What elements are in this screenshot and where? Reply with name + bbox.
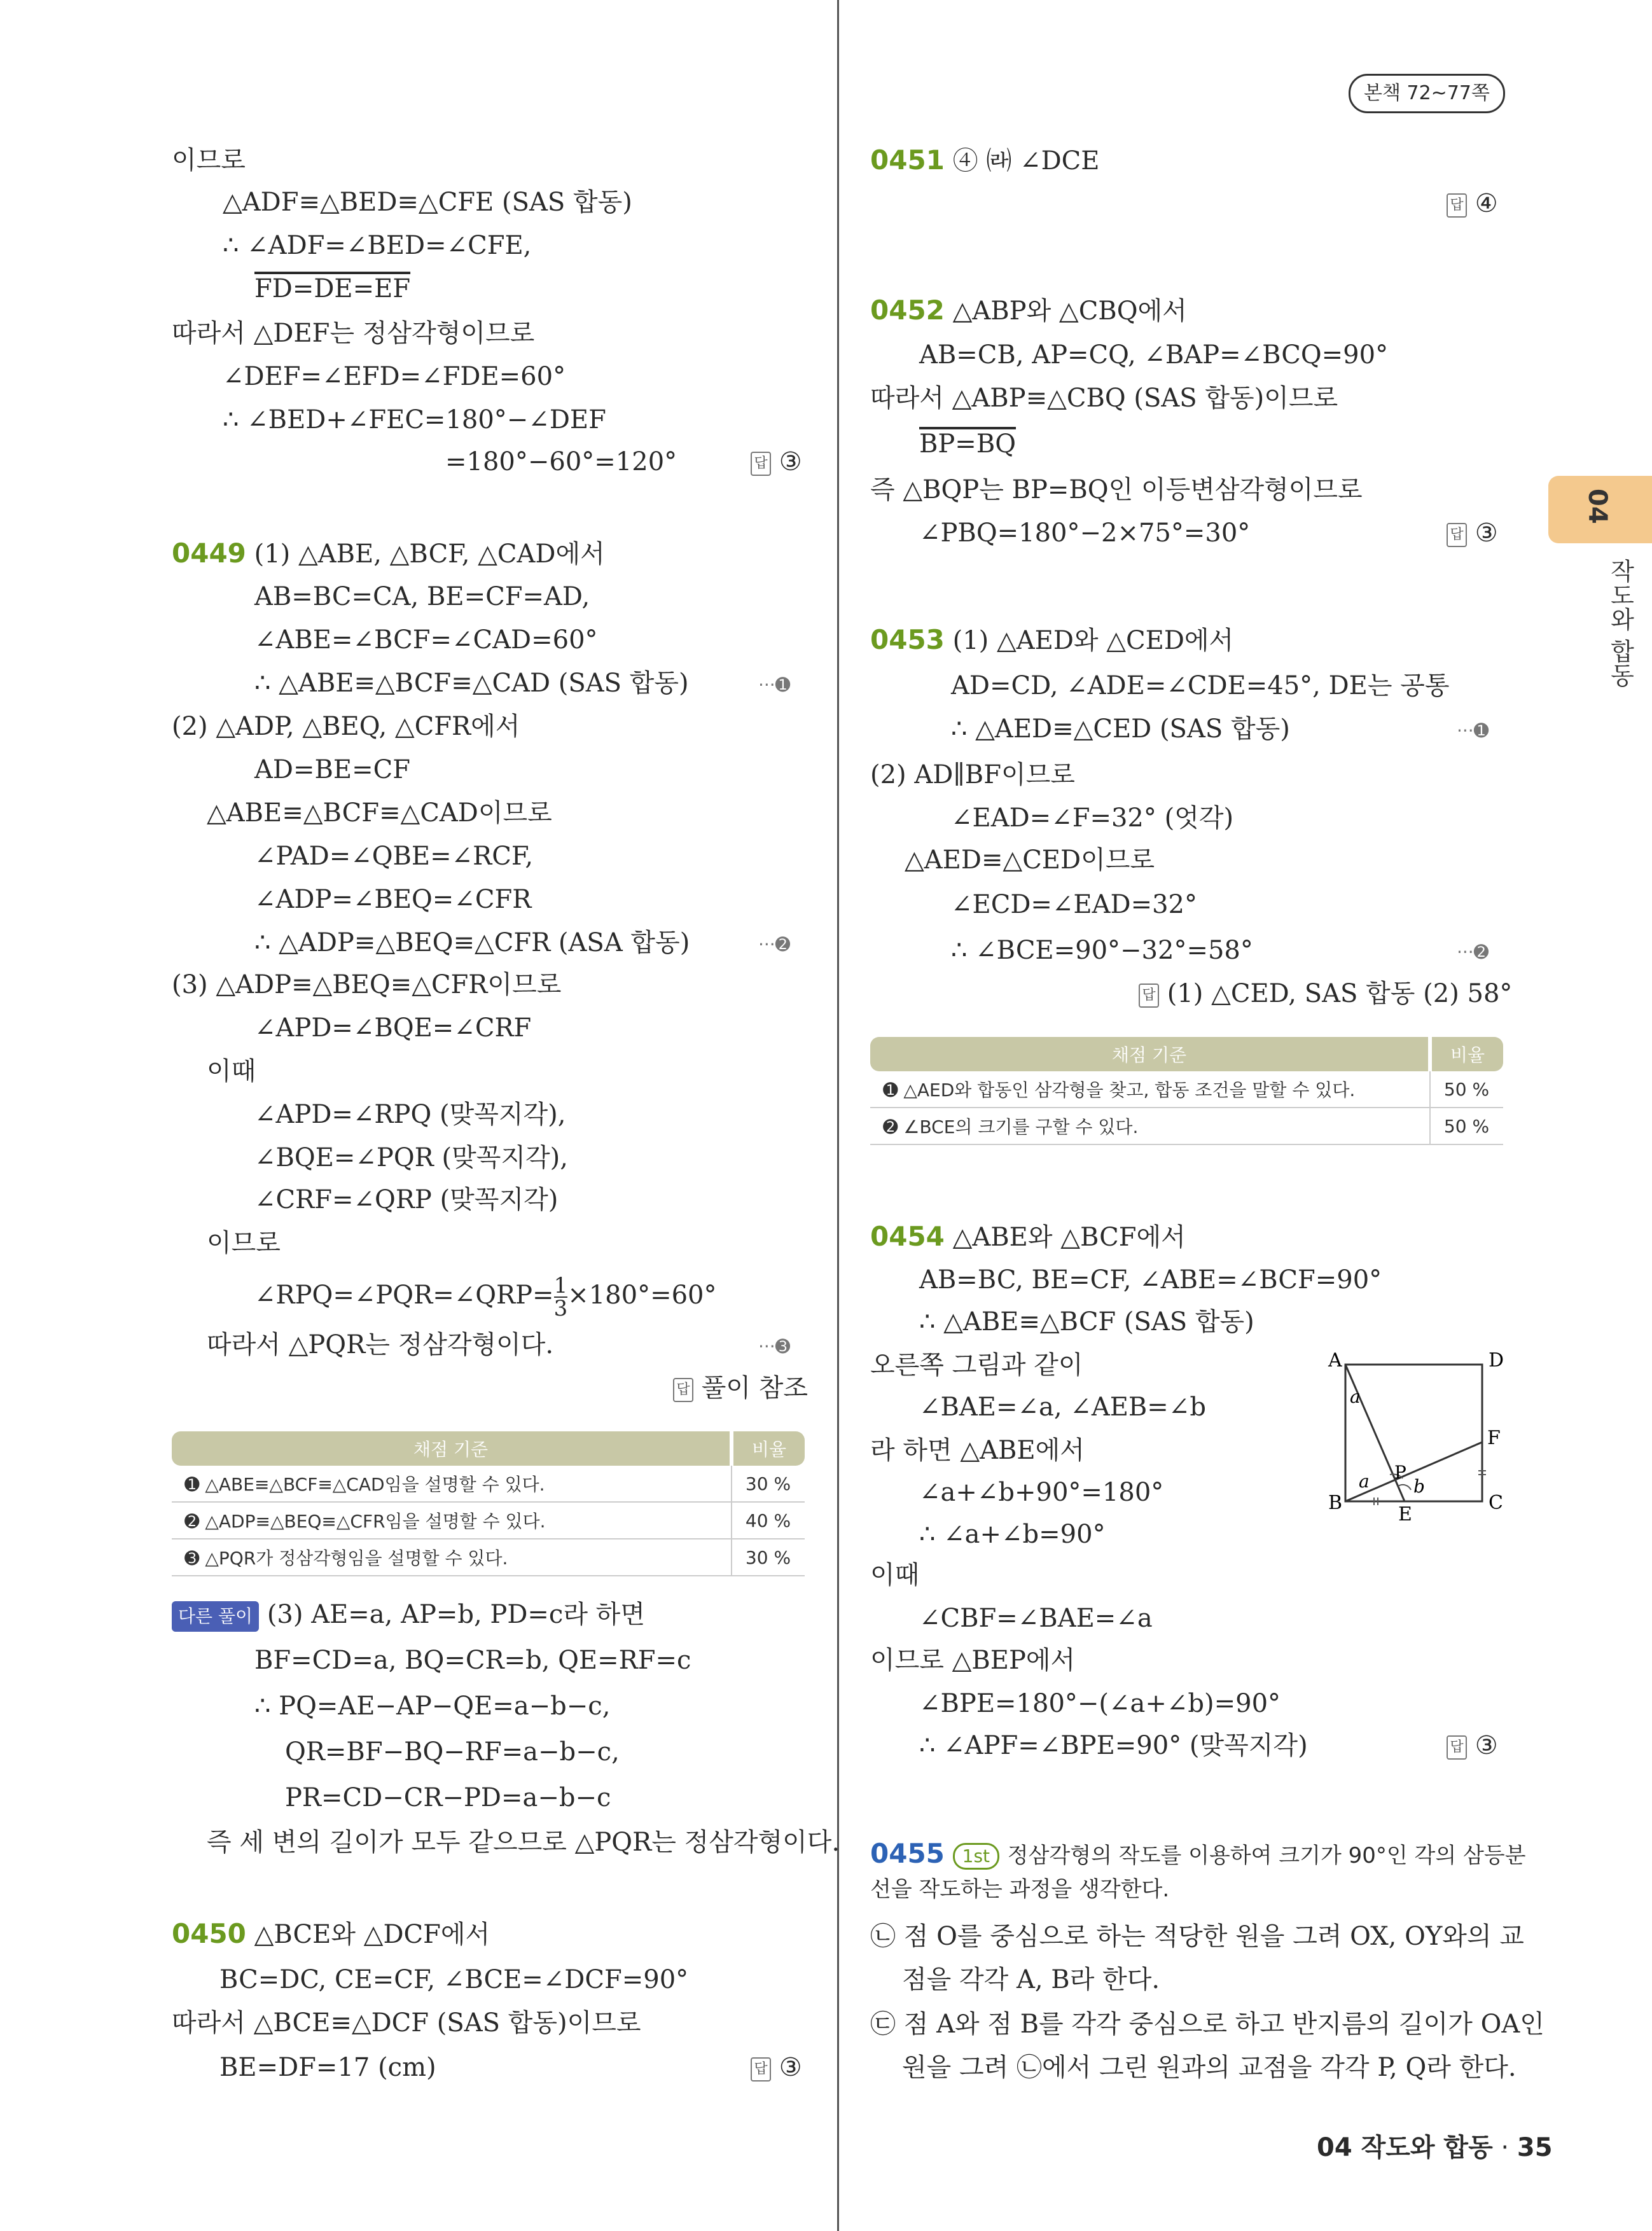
grading-table-0453 xyxy=(870,1037,1503,1145)
text-line: ∠BPE=180°−(∠a+∠b)=90° xyxy=(919,1689,1281,1718)
text-line: FD=DE=EF xyxy=(254,274,411,303)
first-tag: 1st xyxy=(953,1843,999,1870)
answer-mark-icon: 답 xyxy=(751,452,771,476)
problem-0452: 0452 △ABP와 △CBQ에서 xyxy=(870,295,1187,326)
text-line: 오른쪽 그림과 같이 xyxy=(870,1351,1083,1380)
text-line: PR=CD−CR−PD=a−b−c xyxy=(285,1783,611,1812)
chapter-side-title: 작도와 합동 xyxy=(1606,559,1634,688)
answer-0452: 답 ③ xyxy=(1447,518,1498,548)
label-D: D xyxy=(1489,1349,1504,1372)
label-angle-b: b xyxy=(1413,1476,1425,1497)
text-line: ∠PBQ=180°−2×75°=30° xyxy=(919,518,1251,548)
text-line: △AED≡△CED이므로 xyxy=(905,845,1155,875)
text-line: ∠ABE=∠BCF=∠CAD=60° xyxy=(254,625,598,655)
answer-0449: 답 풀이 참조 xyxy=(673,1373,808,1403)
text-line: 즉 세 변의 길이가 모두 같으므로 △PQR는 정삼각형이다. xyxy=(207,1828,840,1857)
text-line: BE=DF=17 (cm) xyxy=(219,2053,436,2082)
text-line: 이므로 xyxy=(172,146,246,175)
label-angle-a: a xyxy=(1350,1386,1361,1407)
alternative-solution: 다른 풀이 (3) AE=a, AP=b, PD=c라 하면 xyxy=(172,1599,645,1632)
step-mark: ···➊ xyxy=(758,674,791,695)
text-line: BF=CD=a, BQ=CR=b, QE=RF=c xyxy=(254,1646,691,1675)
text-line: ∠BAE=∠a, ∠AEB=∠b xyxy=(919,1393,1206,1422)
column-divider xyxy=(837,0,839,2231)
text-line: 이므로 △BEP에서 xyxy=(870,1646,1076,1675)
fraction: $\frac{1}{3}$ xyxy=(553,1273,568,1321)
text-line: ∠APD=∠BQE=∠CRF xyxy=(254,1013,532,1043)
text-line: ∠a+∠b+90°=180° xyxy=(919,1478,1164,1507)
text-line: ∴ △ABE≡△BCF (SAS 합동) xyxy=(919,1307,1254,1337)
text-line: 이때 xyxy=(870,1560,920,1590)
table-header: 비율 xyxy=(732,1431,805,1466)
problem-0455: 0455 1st 정삼각형의 작도를 이용하여 크기가 90°인 각의 삼등분 xyxy=(870,1838,1526,1869)
answer-0454: 답 ③ xyxy=(1447,1730,1498,1761)
text-line: ∠CBF=∠BAE=∠a xyxy=(919,1604,1153,1633)
label-A: A xyxy=(1328,1349,1342,1372)
text-line: AD=CD, ∠ADE=∠CDE=45°, DE는 공통 xyxy=(951,671,1450,700)
text-line: ∠PAD=∠QBE=∠RCF, xyxy=(254,842,534,871)
grading-table-0449 xyxy=(172,1431,805,1576)
answer-mark-icon: 답 xyxy=(1447,193,1467,218)
text-line: (2) △ADP, △BEQ, △CFR에서 xyxy=(172,712,520,741)
text-line: BP=BQ xyxy=(919,429,1017,459)
problem-0454: 0454 △ABE와 △BCF에서 xyxy=(870,1221,1186,1252)
text-line: 원을 그려 ㉡에서 그린 원과의 교점을 각각 P, Q라 한다. xyxy=(902,2053,1517,2082)
text-line: BC=DC, CE=CF, ∠BCE=∠DCF=90° xyxy=(219,1965,689,1994)
step-mark: ···➋ xyxy=(1457,942,1489,963)
page-range-badge: 본책 72~77쪽 xyxy=(1349,74,1505,113)
label-C: C xyxy=(1489,1492,1503,1514)
text-line: 따라서 △DEF는 정삼각형이므로 xyxy=(172,319,535,348)
answer-0448: 답 ③ xyxy=(751,447,802,477)
text-line: ㉢ 점 A와 점 B를 각각 중심으로 하고 반지름의 길이가 OA인 xyxy=(870,2010,1544,2039)
problem-0451: 0451 ④ ㈑ ∠DCE xyxy=(870,144,1100,176)
chapter-side-tab xyxy=(1548,476,1652,543)
answer-mark-icon: 답 xyxy=(751,2057,771,2082)
answer-mark-icon: 답 xyxy=(1447,1735,1467,1760)
text-line: △ADF≡△BED≡△CFE (SAS 합동) xyxy=(223,188,632,217)
text-line: 따라서 △ABP≡△CBQ (SAS 합동)이므로 xyxy=(870,384,1338,413)
text-line: ∴ ∠APF=∠BPE=90° (맞꼭지각) xyxy=(919,1731,1308,1760)
text-line: ∴ △AED≡△CED (SAS 합동) xyxy=(951,714,1290,744)
text-line: AB=CB, AP=CQ, ∠BAP=∠BCQ=90° xyxy=(919,340,1389,370)
text-line: ∠ADP=∠BEQ=∠CFR xyxy=(254,885,532,914)
footer-chapter: 04 작도와 합동 xyxy=(1317,2133,1493,2162)
text-line: 점을 각각 A, B라 한다. xyxy=(902,1965,1160,1994)
label-B: B xyxy=(1328,1492,1343,1514)
table-row: ➋ △ADP≡△BEQ≡△CFR임을 설명할 수 있다. 40 % xyxy=(172,1502,805,1539)
text-line: ∠DEF=∠EFD=∠FDE=60° xyxy=(223,362,566,391)
problem-0453: 0453 (1) △AED와 △CED에서 xyxy=(870,624,1234,655)
answer-mark-icon: 답 xyxy=(1139,983,1159,1008)
answer-mark-icon: 답 xyxy=(673,1378,693,1402)
text-line: ∠ECD=∠EAD=32° xyxy=(951,890,1197,919)
text-line: 따라서 △BCE≡△DCF (SAS 합동)이므로 xyxy=(172,2008,641,2038)
text-line: ∠EAD=∠F=32° (엇각) xyxy=(951,803,1234,833)
text-line: ∴ ∠a+∠b=90° xyxy=(919,1520,1106,1549)
text-line: ∴ ∠BED+∠FEC=180°−∠DEF xyxy=(223,405,606,434)
page-footer: 04 작도와 합동 · 35 xyxy=(1317,2133,1553,2162)
text-line: ∠BQE=∠PQR (맞꼭지각), xyxy=(254,1143,568,1172)
text-line: ∠RPQ=∠PQR=∠QRP= $\frac{1}{3}$ ×180°=60° xyxy=(254,1273,717,1321)
step-mark: ···➊ xyxy=(1457,720,1489,741)
problem-0450: 0450 △BCE와 △DCF에서 xyxy=(172,1918,490,1949)
text-line: 이때 xyxy=(207,1057,256,1086)
text-line: (3) △ADP≡△BEQ≡△CFR이므로 xyxy=(172,970,562,999)
label-P: P xyxy=(1394,1462,1406,1483)
text-line: ㉡ 점 O를 중심으로 하는 적당한 원을 그려 OX, OY와의 교 xyxy=(870,1922,1524,1951)
problem-0449: 0449 (1) △ABE, △BCF, △CAD에서 xyxy=(172,538,605,569)
table-header: 채점 기준 xyxy=(172,1431,732,1466)
text-line: AD=BE=CF xyxy=(254,755,410,784)
answer-0450: 답 ③ xyxy=(751,2052,802,2083)
text-line: ∴ △ADP≡△BEQ≡△CFR (ASA 합동) xyxy=(254,928,690,957)
text-line: ∴ ∠BCE=90°−32°=58° xyxy=(951,936,1253,965)
table-header: 비율 xyxy=(1430,1037,1503,1071)
text-line: 라 하면 △ABE에서 xyxy=(870,1436,1085,1465)
answer-0453: 답 (1) △CED, SAS 합동 (2) 58° xyxy=(1139,978,1512,1009)
text-line: ∴ ∠ADF=∠BED=∠CFE, xyxy=(223,231,532,260)
step-mark: ···➌ xyxy=(758,1336,791,1357)
text-line: (2) AD∥BF이므로 xyxy=(870,760,1075,789)
text-line: AB=BC, BE=CF, ∠ABE=∠BCF=90° xyxy=(919,1265,1382,1295)
alternative-solution-label: 다른 풀이 xyxy=(172,1601,259,1632)
text-line: 이므로 xyxy=(207,1228,281,1258)
label-F: F xyxy=(1487,1427,1501,1449)
step-mark: ···➋ xyxy=(758,934,791,955)
text-line: QR=BF−BQ−RF=a−b−c, xyxy=(285,1737,620,1767)
answer-mark-icon: 답 xyxy=(1447,523,1467,547)
text-line: △ABE≡△BCF≡△CAD이므로 xyxy=(207,798,552,828)
table-row: ➌ △PQR가 정삼각형임을 설명할 수 있다. 30 % xyxy=(172,1539,805,1576)
text-line: ∠APD=∠RPQ (맞꼭지각), xyxy=(254,1100,566,1129)
table-row: ➊ △ABE≡△BCF≡△CAD임을 설명할 수 있다. 30 % xyxy=(172,1466,805,1502)
label-angle-a: a xyxy=(1359,1471,1370,1492)
page-number: 35 xyxy=(1517,2133,1553,2162)
square-figure xyxy=(1317,1342,1508,1527)
table-header: 채점 기준 xyxy=(870,1037,1430,1071)
text-line: ∴ △ABE≡△BCF≡△CAD (SAS 합동) xyxy=(254,669,689,698)
answer-0451: 답 ④ xyxy=(1447,188,1498,219)
chapter-number: 04 xyxy=(1583,489,1612,524)
text-line: 즉 △BQP는 BP=BQ인 이등변삼각형이므로 xyxy=(870,475,1363,504)
text-line: 선을 작도하는 과정을 생각한다. xyxy=(870,1877,1170,1902)
text-line: =180°−60°=120° xyxy=(445,447,677,476)
label-E: E xyxy=(1398,1503,1412,1526)
table-row: ➊ △AED와 합동인 삼각형을 찾고, 합동 조건을 말할 수 있다. 50 % xyxy=(870,1071,1503,1108)
table-row: ➋ ∠BCE의 크기를 구할 수 있다. 50 % xyxy=(870,1108,1503,1144)
text-line: ∠CRF=∠QRP (맞꼭지각) xyxy=(254,1185,559,1214)
text-line: AB=BC=CA, BE=CF=AD, xyxy=(254,582,590,611)
text-line: ∴ PQ=AE−AP−QE=a−b−c, xyxy=(254,1692,611,1721)
text-line: 따라서 △PQR는 정삼각형이다. xyxy=(207,1330,554,1359)
